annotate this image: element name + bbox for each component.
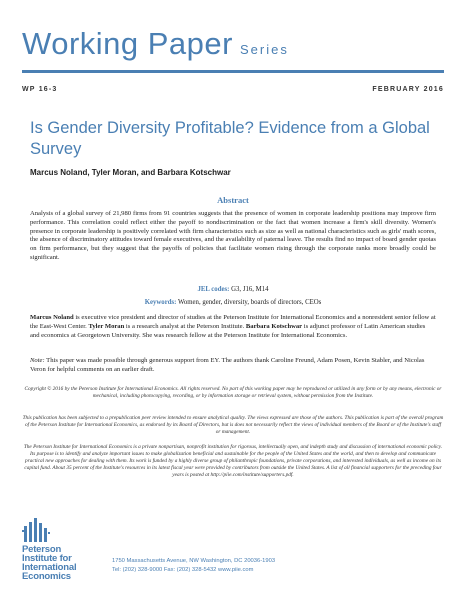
logo-text-2: Institute for xyxy=(22,553,72,564)
institute-description: The Peterson Institute for International Economics is a private nonpartisan, nonprofit institution for rigorous, intellectually open, and indepth study and discussion of international economic policy. Its purpose is to identify and analyze important issues to make globalization beneficial and sustainable for the people of the United States and the world, and then to develop and communicate practical new approaches for dealing with them. Its work is funded by a highly diverse group of philanthropic foundations, private corporations, and interested individuals, as well as income on its capital fund. About 35 percent of the Institute's resources in its latest fiscal year were provided by contributors from outside the United States. A list of all financial supporters for the preceding four years is posted at http://piie.com/institute/supporters.pdf. xyxy=(23,444,443,479)
bio-text-2: is a research analyst at the Peterson Institute. xyxy=(124,323,246,330)
series-title xyxy=(22,26,289,62)
jel-value: G3, J16, M14 xyxy=(231,286,269,293)
review-notice: This publication has been subjected to a prepublication peer review intended to ensure analytical quality. The views expressed are those of the authors. This publication is part of the overall program of the Peterson Institute for International Economics, as endorsed by its Board of Directors, but is does not necessarily reflect the views of individual members of the Board or of the Institute's staff or management. xyxy=(22,415,444,436)
institute-logo-mark xyxy=(22,518,52,542)
institute-address: 1750 Massachusetts Avenue, NW Washington, DC 20036-1903 xyxy=(112,558,276,564)
copyright-notice: Copyright © 2016 by the Peterson Institute for International Economics. All rights reserved. No part of this working paper may be reproduced or utilized in any form or by any means, electronic or mechanical, including photocopying, recording, or by information storage or retrieval system, without permission from the Institute. xyxy=(24,386,442,400)
logo-text-3: International xyxy=(22,562,77,573)
keywords xyxy=(0,299,466,306)
note-text: This paper was made possible through generous support from EY. The authors thank Caroline Freund, Adam Posen, Kevin Stabler, and Nicolas Veron for helpful comments on an earlier draft. xyxy=(30,357,425,373)
header-rule xyxy=(22,70,444,73)
abstract-heading: Abstract xyxy=(217,195,249,205)
author-bios xyxy=(30,313,436,340)
series-sub: Series xyxy=(239,42,289,57)
institute-contact: Tel: (202) 328-9000 Fax: (202) 328-5432 www.piie.com xyxy=(112,567,254,573)
bio-name-3: Barbara Kotschwar xyxy=(245,323,303,330)
keywords-value: Women, gender, diversity, boards of directors, CEOs xyxy=(177,299,322,306)
bio-text-1: is executive vice president and director of studies at the Peterson Institute for International Economics and a nonresident senior fellow at the East-West Center. xyxy=(30,314,436,330)
series-main: Working Paper xyxy=(22,26,233,61)
jel-codes xyxy=(0,286,466,293)
logo-text-4: Economics xyxy=(22,571,71,582)
bio-name-1: Marcus Noland xyxy=(30,314,74,321)
bio-name-2: Tyler Moran xyxy=(88,323,125,330)
jel-label: JEL codes: xyxy=(197,286,230,293)
keywords-label: Keywords: xyxy=(144,299,177,306)
logo-text-1: Peterson xyxy=(22,544,62,555)
paper-date: FEBRUARY 2016 xyxy=(372,86,444,93)
paper-title: Is Gender Diversity Profitable? Evidence from a Global Survey xyxy=(30,119,430,158)
abstract-body: Analysis of a global survey of 21,980 firms from 91 countries suggests that the presence of women in corporate leadership positions may improve firm performance. This correlation could reflect either the payoff to nondiscrimination or the fact that women increase a firm's skill diversity. Women's presence in corporate leadership is positively correlated with firm characteristics such as size as well as national characteristics such as girls' math scores, the absence of discriminatory attitudes toward female executives, and the availability of paternal leave. The results find no impact of board gender quotas on firm performance, but they suggest that the payoffs of policies that facilitate women rising through the corporate ranks more broadly could be significant. xyxy=(30,210,436,261)
paper-number: WP 16-3 xyxy=(22,86,58,93)
note-label: Note: xyxy=(30,357,45,364)
authors: Marcus Noland, Tyler Moran, and Barbara Kotschwar xyxy=(30,168,231,177)
acknowledgment-note xyxy=(30,356,436,374)
bio-text-3: is adjunct professor of Latin American studies and economics at Georgetown University. She was research fellow at the Peterson Institute for International Economics. xyxy=(30,323,426,339)
